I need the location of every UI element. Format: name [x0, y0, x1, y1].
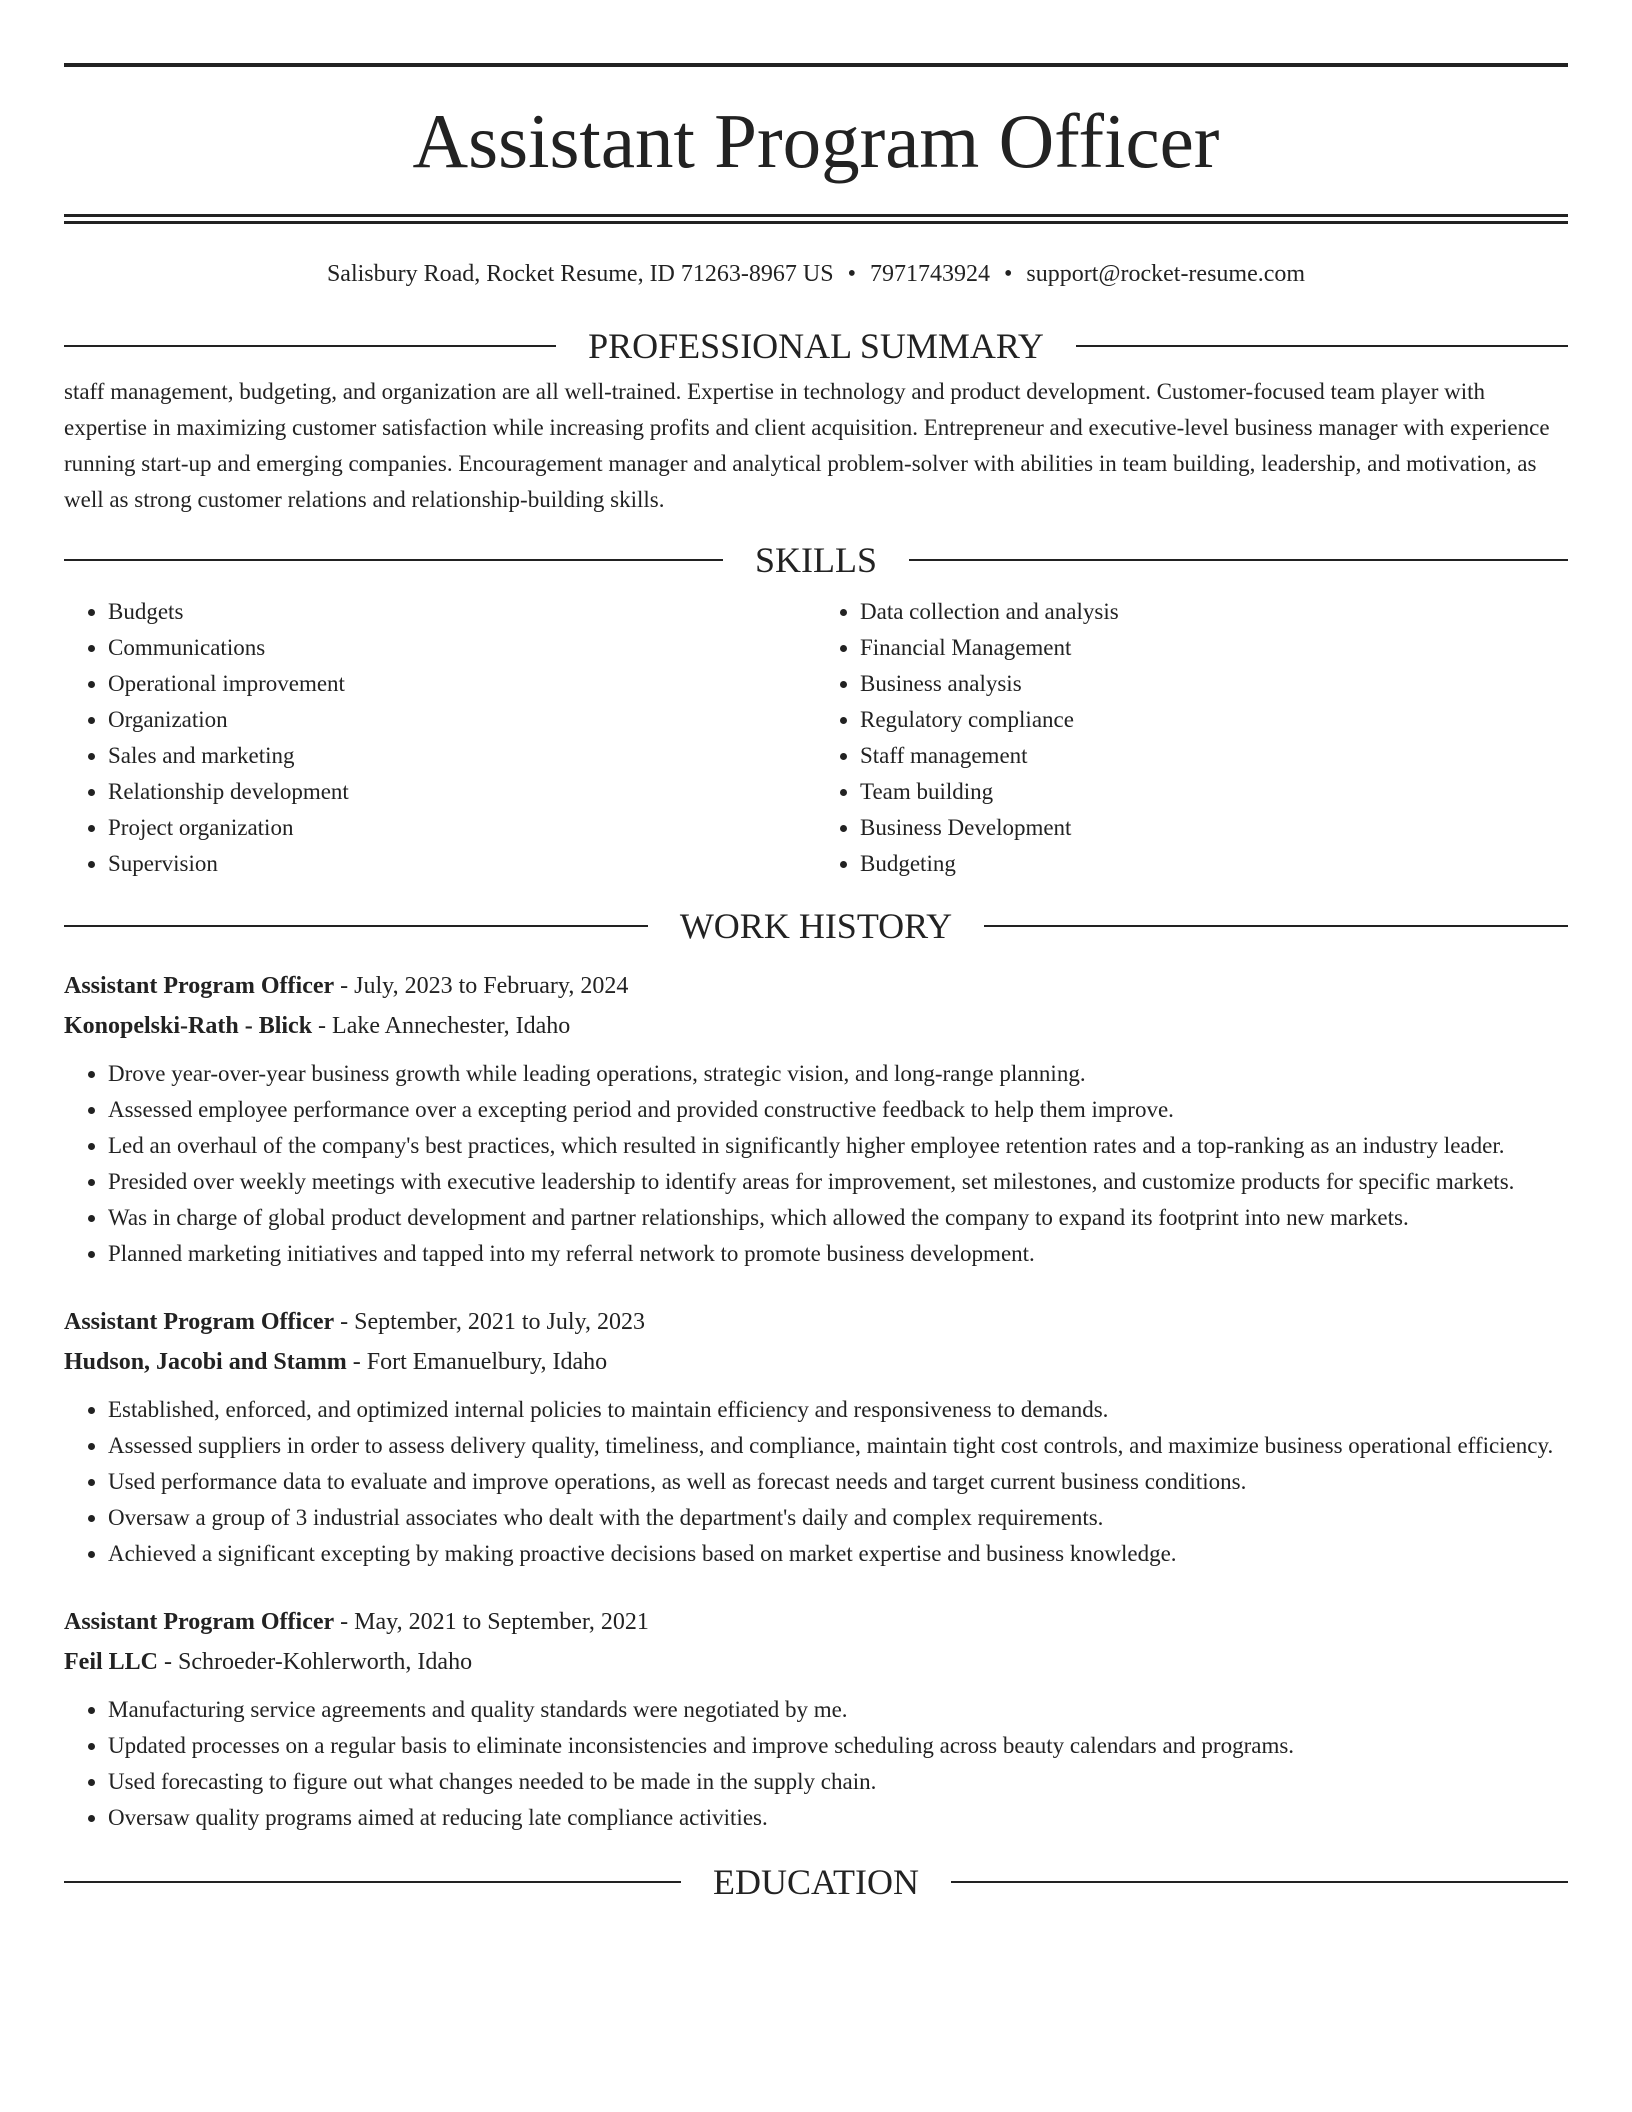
heading-rule-left — [64, 925, 648, 927]
skills-heading-label: SKILLS — [755, 540, 878, 580]
contact-line — [64, 258, 1568, 290]
job-title: Assistant Program Officer — [64, 973, 335, 999]
job-bullet: • Drove year-over-year business growth while leading operations, strategic vision, and long-range planning. — [108, 1056, 1568, 1092]
job-org-line — [64, 1342, 1568, 1382]
page-title: Assistant Program Officer — [412, 98, 1220, 184]
job-bullets — [64, 1392, 1568, 1572]
job-org-line — [64, 1006, 1568, 1046]
job-entry — [64, 1602, 1568, 1836]
job-bullet: • Updated processes on a regular basis to eliminate inconsistencies and improve scheduling across beauty calendars and programs. — [108, 1728, 1568, 1764]
summary-heading-label: PROFESSIONAL SUMMARY — [588, 326, 1044, 366]
skill-item: • Communications — [108, 630, 816, 666]
job-company: Hudson, Jacobi and Stamm — [64, 1349, 347, 1375]
skill-item: • Business analysis — [860, 666, 1568, 702]
skill-item: • Regulatory compliance — [860, 702, 1568, 738]
job-entry — [64, 1302, 1568, 1572]
education-heading — [64, 1860, 1568, 1904]
skill-item: • Sales and marketing — [108, 738, 816, 774]
skills-list — [64, 594, 1568, 882]
skill-item: • Financial Management — [860, 630, 1568, 666]
heading-rule-right — [909, 559, 1568, 561]
job-bullets — [64, 1056, 1568, 1272]
skill-item: • Budgeting — [860, 846, 1568, 882]
job-bullet: • Established, enforced, and optimized internal policies to maintain efficiency and responsiveness to demands. — [108, 1392, 1568, 1428]
heading-rule-right — [951, 1881, 1568, 1883]
work-heading — [64, 904, 1568, 948]
contact-email: support@rocket-resume.com — [1026, 261, 1306, 287]
contact-separator: • — [1003, 261, 1013, 287]
skill-item: • Budgets — [108, 594, 816, 630]
job-bullet: • Used forecasting to figure out what changes needed to be made in the supply chain. — [108, 1764, 1568, 1800]
skill-item: • Project organization — [108, 810, 816, 846]
contact-separator: • — [847, 261, 856, 287]
job-bullet: • Oversaw a group of 3 industrial associates who dealt with the department's daily and complex requirements. — [108, 1500, 1568, 1536]
job-company: Feil LLC — [64, 1649, 158, 1675]
job-company: Konopelski-Rath - Blick — [64, 1013, 313, 1039]
job-location: - Fort Emanuelbury, Idaho — [346, 1349, 608, 1375]
skill-item: • Data collection and analysis — [860, 594, 1568, 630]
job-bullet: • Led an overhaul of the company's best practices, which resulted in significantly higher employee retention rates and a top-ranking as an industry leader. — [108, 1128, 1568, 1164]
summary-heading — [64, 324, 1568, 368]
contact-phone: 7971743924 — [869, 261, 990, 287]
job-bullet: • Was in charge of global product development and partner relationships, which allowed the company to expand its footprint into new markets. — [108, 1200, 1568, 1236]
heading-rule-left — [64, 345, 556, 347]
job-title-line — [64, 1602, 1568, 1642]
job-dates: - July, 2023 to February, 2024 — [334, 973, 629, 999]
skill-item: • Business Development — [860, 810, 1568, 846]
skill-item: • Staff management — [860, 738, 1568, 774]
job-location: - Schroeder-Kohlerworth, Idaho — [158, 1649, 473, 1675]
job-location: - Lake Annechester, Idaho — [312, 1013, 571, 1039]
job-title: Assistant Program Officer — [64, 1309, 335, 1335]
contact-address: Salisbury Road, Rocket Resume, ID 71263-8967 US — [326, 261, 834, 287]
heading-rule-left — [64, 1881, 681, 1883]
skill-item: • Operational improvement — [108, 666, 816, 702]
job-bullet: • Achieved a significant excepting by making proactive decisions based on market expertise and business knowledge. — [108, 1536, 1568, 1572]
job-dates: - May, 2021 to September, 2021 — [334, 1609, 649, 1635]
job-org-line — [64, 1642, 1568, 1682]
skill-item: • Organization — [108, 702, 816, 738]
job-bullet: • Manufacturing service agreements and quality standards were negotiated by me. — [108, 1692, 1568, 1728]
education-heading-label: EDUCATION — [713, 1862, 919, 1902]
heading-rule-left — [64, 559, 723, 561]
job-bullet: • Planned marketing initiatives and tapped into my referral network to promote business development. — [108, 1236, 1568, 1272]
skill-item: • Team building — [860, 774, 1568, 810]
heading-rule-right — [984, 925, 1568, 927]
work-heading-label: WORK HISTORY — [679, 906, 953, 946]
skills-heading — [64, 538, 1568, 582]
job-entry — [64, 966, 1568, 1272]
title-double-rule — [64, 214, 1568, 224]
job-bullet: • Assessed employee performance over a excepting period and provided constructive feedback to help them improve. — [108, 1092, 1568, 1128]
job-bullet: • Assessed suppliers in order to assess delivery quality, timeliness, and compliance, maintain tight cost controls, and maximize business operational efficiency. — [108, 1428, 1568, 1464]
job-bullet: • Used performance data to evaluate and improve operations, as well as forecast needs and target current business conditions. — [108, 1464, 1568, 1500]
resume-page — [64, 0, 1568, 1904]
top-rule — [64, 63, 1568, 67]
job-title: Assistant Program Officer — [64, 1609, 335, 1635]
skills-column-right — [816, 594, 1568, 882]
job-bullets — [64, 1692, 1568, 1836]
summary-text: staff management, budgeting, and organization are all well-trained. Expertise in technology and product development. Customer-focused team player with expertise in maximizing customer satisfaction while increasing profits and client acquisition. Entrepreneur and executive-level business manager with experience running start-up and emerging companies. Encouragement manager and analytical problem-solver with abilities in team building, leadership, and motivation, as well as strong customer relations and relationship-building skills. — [64, 379, 1550, 512]
job-bullet: • Presided over weekly meetings with executive leadership to identify areas for improvement, set milestones, and customize products for specific markets. — [108, 1164, 1568, 1200]
job-bullet: • Oversaw quality programs aimed at reducing late compliance activities. — [108, 1800, 1568, 1836]
skill-item: • Supervision — [108, 846, 816, 882]
job-title-line — [64, 1302, 1568, 1342]
skills-column-left — [64, 594, 816, 882]
job-title-line — [64, 966, 1568, 1006]
job-dates: - September, 2021 to July, 2023 — [334, 1309, 645, 1335]
heading-rule-right — [1076, 345, 1568, 347]
skill-item: • Relationship development — [108, 774, 816, 810]
